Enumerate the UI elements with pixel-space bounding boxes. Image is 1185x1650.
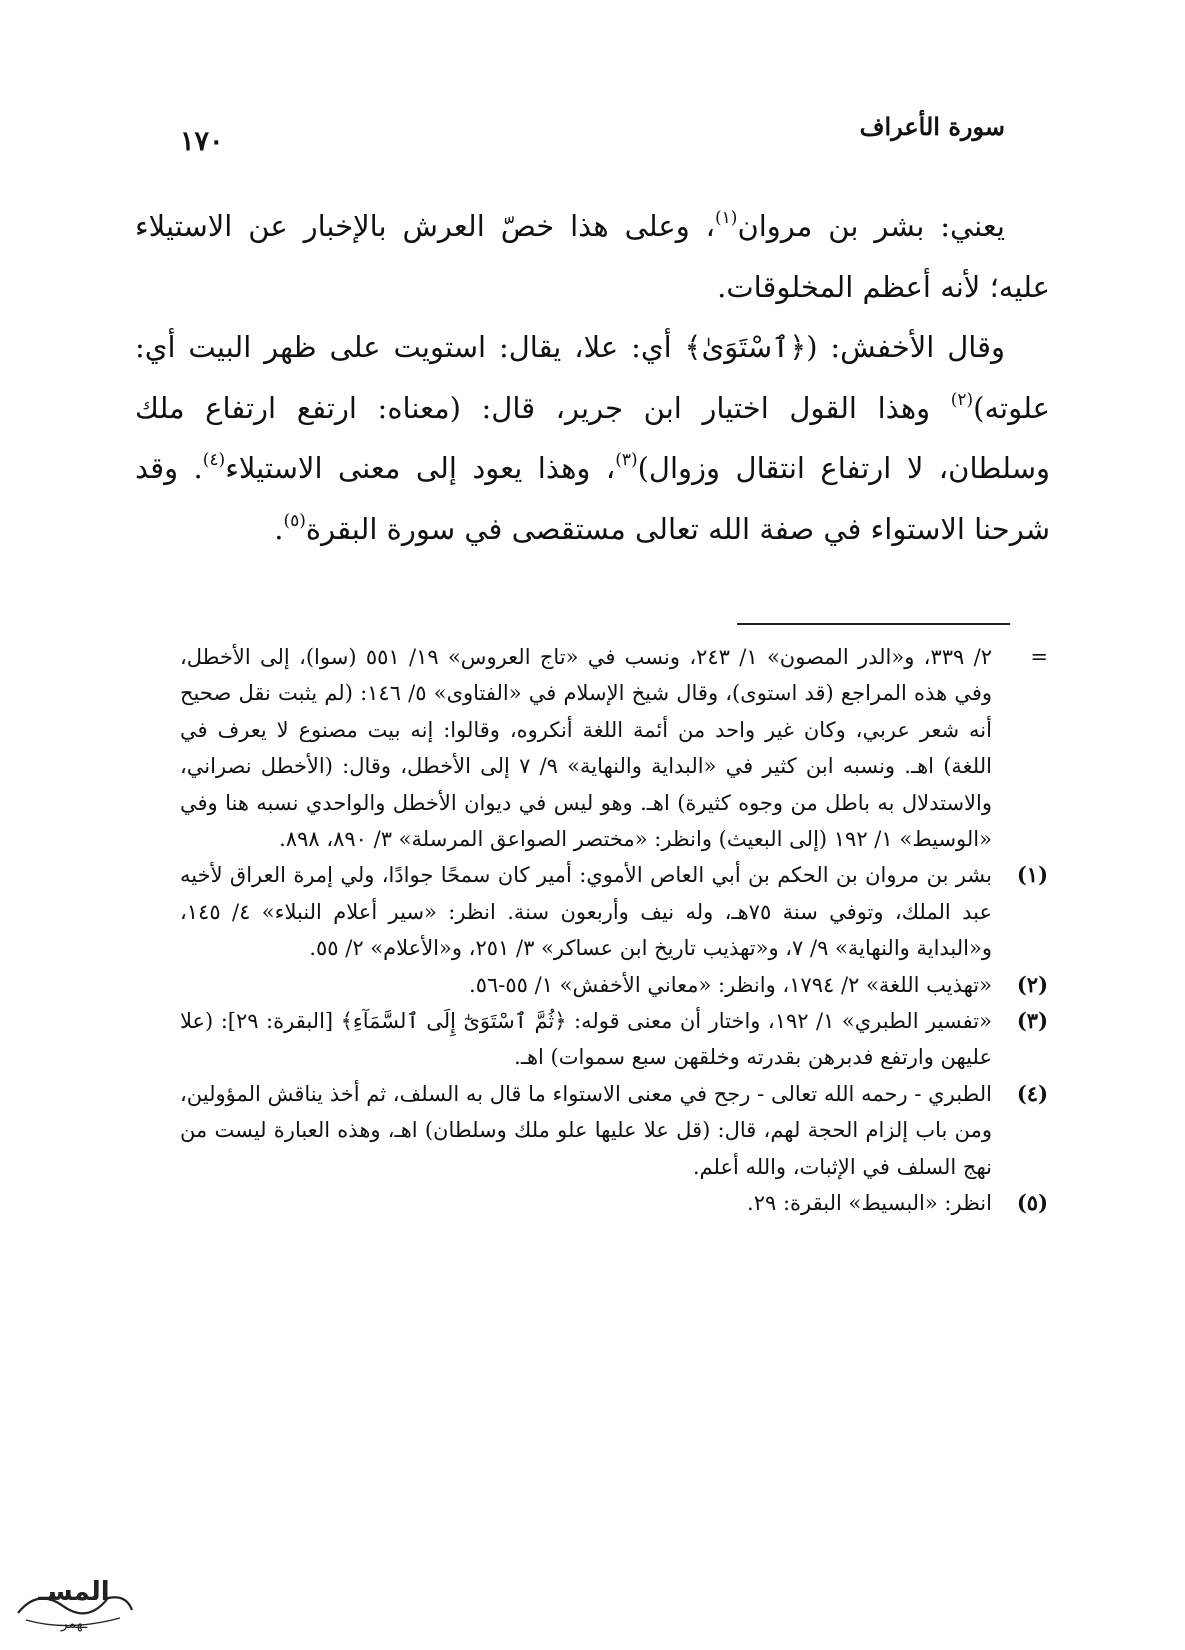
footnote-text: الطبري - رحمه الله تعالى - رجح في معنى الاستواء ما قال به السلف، ثم أخذ يناقش المؤولين، ومن باب إلزام الحجة لهم، قال: (قل علا عليها علو ملك وسلطان) اهـ، وهذه العبارة ليست من نهج السلف في الإثبات، والله أعلم.: [180, 1081, 992, 1179]
paragraph-1-text-a: يعني: بشر بن مروان: [737, 209, 1005, 243]
paragraph-2-text-a: وقال الأخفش: (﴿ٱسْتَوَىٰ﴾ أي: علا، يقال: استويت على ظهر البيت أي: علوته): [135, 330, 1050, 425]
footnote-ref-4[interactable]: (٤): [202, 450, 226, 470]
footnote-text: انظر: «البسيط» البقرة: ٢٩.: [747, 1191, 992, 1216]
footnote-divider: [737, 623, 1010, 625]
footnote-2: [180, 967, 1048, 1003]
footnote-mark: (١): [1016, 862, 1048, 888]
paragraph-2-text-b: وهذا القول اختيار ابن جرير، قال: (معناه: ارتفع ارتفاع ملك وسلطان، لا ارتفاع انتقال وزوال): [135, 390, 1050, 485]
surah-title: سورة الأعراف: [859, 112, 1005, 141]
stamp-lettering-1: المسـ: [38, 1577, 110, 1607]
paragraph-1: [135, 196, 1050, 317]
footnote-ref-1[interactable]: (١): [715, 208, 738, 228]
paragraph-2-text-c: ، وهذا يعود إلى معنى الاستيلاء: [225, 451, 616, 485]
footnote-mark: (٣): [1016, 1008, 1048, 1034]
footnote-text: ٢/ ٣٣٩، و«الدر المصون» ١/ ٢٤٣، ونسب في «تاج العروس» ١٩/ ٥٥١ (سوا)، إلى الأخطل، وفي هذه المراجع (قد استوى)، وقال شيخ الإسلام في «الفتاوى» ٥/ ١٤٦: (لم يثبت نقل صحيح أنه شعر عربي، وكان غير واحد من أئمة اللغة أنكروه، وقالوا: إنه بيت مصنوع لا يعرف في اللغة) اهـ. ونسبه ابن كثير في «البداية والنهاية» ٩/ ٧ إلى الأخطل، وقال: (الأخطل نصراني، والاستدلال به باطل من وجوه كثيرة) اهـ. وهو ليس في ديوان الأخطل والواحدي نسبه هنا وفي «الوسيط» ١/ ١٩٢ (إلى البعيث) وانظر: «مختصر الصواعق المرسلة» ٣/ ٨٩٠، ٨٩٨.: [180, 645, 993, 852]
page-number: ١٧٠: [180, 126, 224, 157]
footnote-ref-3[interactable]: (٣): [615, 450, 638, 470]
footnote-continuation: [180, 639, 1048, 857]
footnote-text: «تهذيب اللغة» ٢/ ١٧٩٤، وانظر: «معاني الأخفش» ١/ ٥٥-٥٦.: [469, 972, 992, 997]
footnote-mark: (٢): [1016, 971, 1048, 997]
footnote-5: [180, 1185, 1048, 1221]
stamp-lettering-2: ـهمر: [60, 1616, 88, 1632]
paragraph-2: [135, 317, 1050, 559]
footnote-mark: (٥): [1016, 1190, 1048, 1216]
footnote-ref-5[interactable]: (٥): [283, 510, 306, 531]
footnote-mark: =: [1030, 645, 1048, 669]
publisher-stamp-logo: [8, 1558, 140, 1638]
footnotes: [180, 639, 1048, 1222]
footnote-4: [180, 1076, 1048, 1185]
paragraph-2-text-e: .: [274, 511, 284, 546]
footnote-1: [180, 857, 1048, 966]
paragraph-1-text-b: ، وعلى هذا خصّ العرش بالإخبار عن الاستيلاء عليه؛ لأنه أعظم المخلوقات.: [135, 209, 1050, 304]
paragraph-2-text-d: . وقد شرحنا الاستواء في صفة الله تعالى مستقصى في سورة البقرة: [135, 451, 1050, 546]
footnote-3: [180, 1003, 1048, 1076]
footnote-text: «تفسير الطبري» ١/ ١٩٢، واختار أن معنى قوله: ﴿ثُمَّ ٱسْتَوَىٰٓ إِلَى ٱلسَّمَآءِ﴾ [البقرة: ٢٩]: (علا عليهن وارتفع فدبرهن بقدرته وخلقهن سبع سموات) اهـ.: [180, 1009, 992, 1070]
footnote-ref-2[interactable]: (٢): [950, 389, 974, 410]
footnote-mark: (٤): [1016, 1080, 1048, 1106]
main-text: [135, 196, 1050, 559]
running-header: [180, 112, 1005, 162]
footnote-text: بشر بن مروان بن الحكم بن أبي العاص الأموي: أمير كان سمحًا جوادًا، ولي إمرة العراق لأخيه عبد الملك، وتوفي سنة ٧٥هـ، وله نيف وأربعون سنة. انظر: «سير أعلام النبلاء» ٤/ ١٤٥، و«البداية والنهاية» ٩/ ٧، و«تهذيب تاريخ ابن عساكر» ٣/ ٢٥١، و«الأعلام» ٢/ ٥٥.: [180, 863, 992, 961]
